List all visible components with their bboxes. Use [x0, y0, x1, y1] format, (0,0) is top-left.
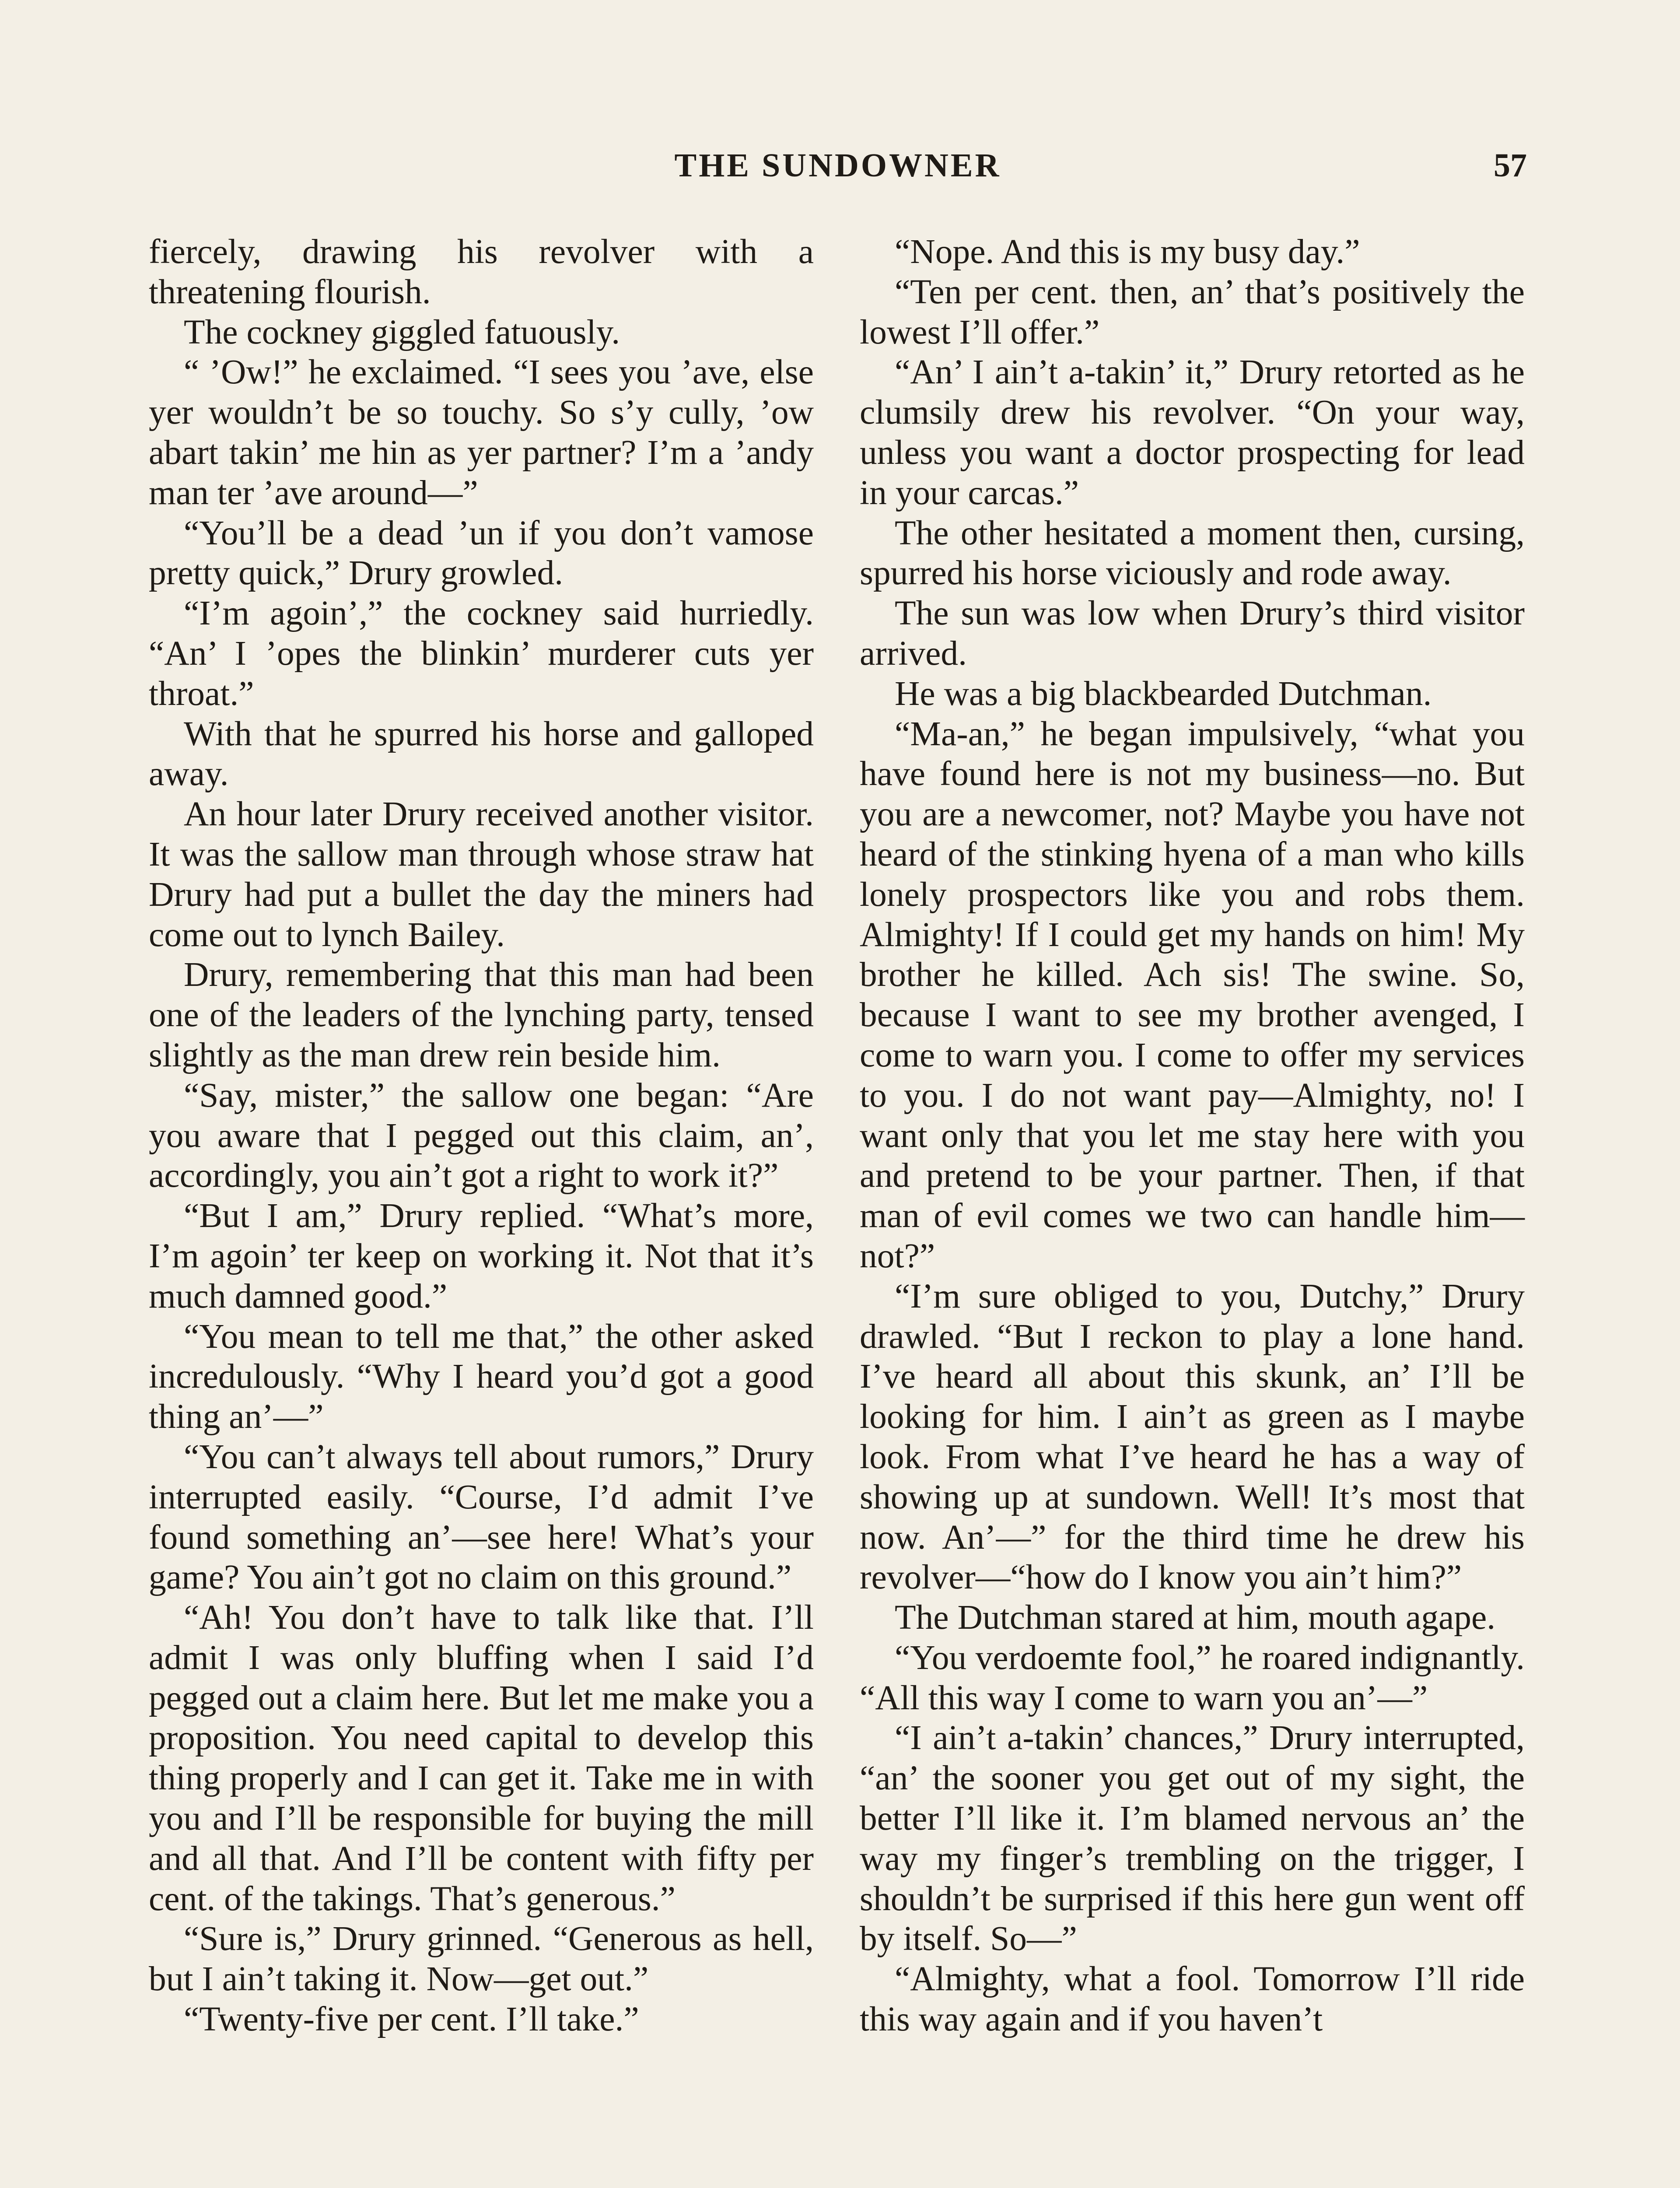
- paragraph: “Nope. And this is my busy day.”: [895, 232, 1360, 271]
- paragraph: With that he spurred his horse and galloped away.: [149, 714, 814, 793]
- paragraph: “An’ I ain’t a-takin’ it,” Drury retorted as he clumsily drew his revolver. “On your way, unless you want a doctor prospecting for lead in your carcas.”: [860, 353, 1525, 512]
- paragraph: “You can’t always tell about rumors,” Drury interrupted easily. “Course, I’d admit I’ve found something an’—see here! What’s your game? You ain’t got no claim on this ground.”: [149, 1437, 814, 1597]
- paragraph: “You’ll be a dead ’un if you don’t vamose pretty quick,” Drury growled.: [149, 513, 814, 593]
- paragraph: “Twenty-five per cent. I’ll take.”: [184, 2000, 639, 2039]
- paragraph: “I’m sure obliged to you, Dutchy,” Drury drawled. “But I reckon to play a lone hand. I’ve heard all about this skunk, an’ I’ll be looking for him. I ain’t as green as I maybe look. From what I’ve heard he has a way of showing up at sundown. Well! It’s most that now. An’—” for the third time he drew his revolver—“how do I know you ain’t him?”: [860, 1276, 1525, 1597]
- paragraph: “You mean to tell me that,” the other asked incredulously. “Why I heard you’d got a good thing an’—”: [149, 1317, 814, 1436]
- page-number: 57: [1494, 147, 1527, 184]
- paragraph: “I’m agoin’,” the cockney said hurriedly. “An’ I ’opes the blinkin’ murderer cuts yer throat.”: [149, 594, 814, 713]
- running-title: THE SUNDOWNER: [674, 147, 1001, 184]
- paragraph: “Sure is,” Drury grinned. “Generous as hell, but I ain’t taking it. Now—get out.”: [149, 1919, 814, 1999]
- paragraph: The sun was low when Drury’s third visitor arrived.: [860, 594, 1525, 673]
- right-text-column: [860, 232, 1525, 2040]
- paragraph: The cockney giggled fatuously.: [184, 312, 620, 351]
- page-header: [149, 147, 1527, 199]
- paragraph: The other hesitated a moment then, cursing, spurred his horse viciously and rode away.: [860, 513, 1525, 593]
- paragraph: “Ma-an,” he began impulsively, “what you have found here is not my business—no. But you are a newcomer, not? Maybe you have not heard of the stinking hyena of a man who kills lonely prospectors like you and robs them. Almighty! If I could get my hands on him! My brother he killed. Ach sis! The swine. So, because I want to see my brother avenged, I come to warn you. I come to offer my services to you. I do not want pay—Almighty, no! I want only that you let me stay here with you and pretend to be your partner. Then, if that man of evil comes we two can handle him—not?”: [860, 714, 1525, 1275]
- paragraph: “Almighty, what a fool. Tomorrow I’ll ride this way again and if you haven’t: [860, 1960, 1525, 2039]
- paragraph: “Ten per cent. then, an’ that’s positively the lowest I’ll offer.”: [860, 272, 1525, 351]
- paragraph: fiercely, drawing his revolver with a threatening flourish.: [149, 232, 814, 311]
- paragraph: “You verdoemte fool,” he roared indignantly. “All this way I come to warn you an’—”: [860, 1638, 1525, 1717]
- paragraph: “Say, mister,” the sallow one began: “Are you aware that I pegged out this claim, an’, accordingly, you ain’t got a right to work it?”: [149, 1076, 814, 1195]
- paragraph: “Ah! You don’t have to talk like that. I’ll admit I was only bluffing when I said I’d pegged out a claim here. But let me make you a proposition. You need capital to develop this thing properly and I can get it. Take me in with you and I’ll be responsible for buying the mill and all that. And I’ll be content with fifty per cent. of the takings. That’s generous.”: [149, 1598, 814, 1918]
- left-text-column: [149, 232, 814, 2040]
- paragraph: He was a big blackbearded Dutchman.: [895, 674, 1432, 713]
- paragraph: “ ’Ow!” he exclaimed. “I sees you ’ave, else yer wouldn’t be so touchy. So s’y cully, ’ow abart takin’ me hin as yer partner? I’m a ’andy man ter ’ave around—”: [149, 353, 814, 512]
- paragraph: The Dutchman stared at him, mouth agape.: [895, 1598, 1496, 1637]
- paragraph: An hour later Drury received another visitor. It was the sallow man through whose straw hat Drury had put a bullet the day the miners had come out to lynch Bailey.: [149, 795, 814, 954]
- paragraph: “I ain’t a-takin’ chances,” Drury interrupted, “an’ the sooner you get out of my sight, the better I’ll like it. I’m blamed nervous an’ the way my finger’s trembling on the trigger, I shouldn’t be surprised if this here gun went off by itself. So—”: [860, 1718, 1525, 1958]
- paragraph: “But I am,” Drury replied. “What’s more, I’m agoin’ ter keep on working it. Not that it’s much damned good.”: [149, 1196, 814, 1315]
- paragraph: Drury, remembering that this man had been one of the leaders of the lynching party, tensed slightly as the man drew rein beside him.: [149, 955, 814, 1074]
